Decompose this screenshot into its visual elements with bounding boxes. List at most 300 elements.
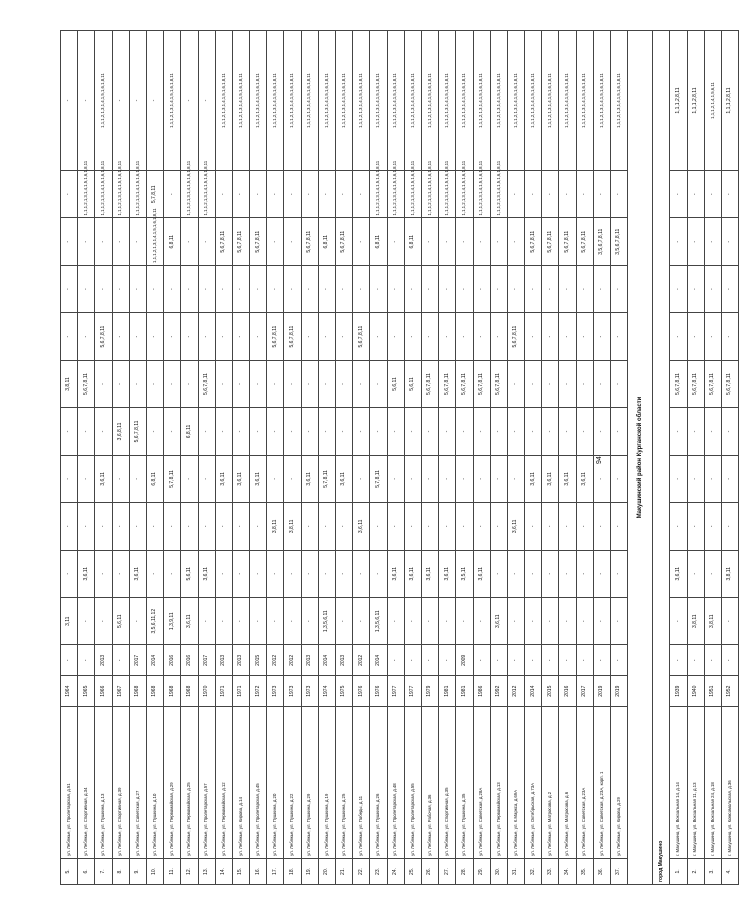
table-cell: - [215, 313, 232, 360]
table-cell: - [473, 455, 490, 502]
table-cell: 5,6,7,8,11 [704, 360, 721, 407]
table-cell: 3,5,6,7,8,11 [611, 218, 628, 265]
table-cell: 2016 [181, 645, 198, 676]
table-cell: - [704, 408, 721, 455]
row-number-cell: 13. [198, 858, 215, 884]
table-cell: - [232, 265, 249, 312]
table-row [95, 31, 112, 885]
table-row [232, 31, 249, 885]
row-number-cell: 8. [112, 858, 129, 884]
table-cell: 1,1,1,2,1,3,1,4,1,5,1,6,1,8,11 [198, 171, 215, 218]
table-cell: 5,6,11 [181, 550, 198, 597]
table-cell: - [404, 503, 421, 550]
table-cell: - [542, 171, 559, 218]
table-cell: 3,6,11 [301, 455, 318, 502]
table-cell: - [95, 360, 112, 407]
table-cell: 1,1,1,2,1,3,1,4,1,5,1,6,1,8,11 [473, 31, 490, 171]
table-cell: 1,1,1,2,1,3,1,4,1,5,1,6,1,8,11 [421, 171, 438, 218]
table-cell: - [198, 218, 215, 265]
table-cell: - [704, 265, 721, 312]
table-cell: 1,1,1,2,1,4,1,5,6,11 [704, 31, 721, 171]
table-cell: - [318, 360, 335, 407]
table-cell: 5,6,7,8,11 [439, 360, 456, 407]
table-cell: - [670, 313, 687, 360]
table-cell: - [61, 218, 78, 265]
table-cell: - [318, 265, 335, 312]
table-cell: 1,1,1,2,8,11 [687, 31, 704, 171]
table-cell: 3,11 [61, 598, 78, 645]
table-cell: - [232, 503, 249, 550]
table-cell: - [525, 408, 542, 455]
table-cell: 2017 [576, 676, 593, 707]
table-cell: - [112, 360, 129, 407]
table-cell: - [232, 360, 249, 407]
table-cell: - [61, 550, 78, 597]
table-cell: 1,1,1,2,1,3,1,4,1,5,1,6,1,8,11 [318, 31, 335, 171]
table-cell: - [61, 408, 78, 455]
table-cell: 6,8,11 [181, 408, 198, 455]
address-cell: ул. Лебяжье, ул. Пролетарская, д.51 [61, 707, 78, 859]
table-cell: 3,6,11 [336, 455, 353, 502]
row-number-cell: 27. [439, 858, 456, 884]
table-cell: 3,8,11 [704, 598, 721, 645]
table-cell: - [95, 218, 112, 265]
table-row [421, 31, 438, 885]
table-cell: - [439, 265, 456, 312]
table-cell: - [542, 503, 559, 550]
table-cell: - [78, 455, 95, 502]
address-cell: ул. Лебяжье, ул. Первомайская, д.13 [490, 707, 507, 859]
row-number-cell: 33. [542, 858, 559, 884]
table-cell: - [250, 503, 267, 550]
table-cell: 5,6,7,8,11 [198, 360, 215, 407]
address-cell: ул. Лебяжье, ул. Пушкина, д.19 [318, 707, 335, 859]
table-cell: 3,6,11 [439, 550, 456, 597]
table-cell: - [670, 645, 687, 676]
row-number-cell: 21. [336, 858, 353, 884]
table-cell: - [559, 313, 576, 360]
table-cell: - [593, 598, 610, 645]
table-cell: - [336, 503, 353, 550]
table-cell: 2017 [198, 645, 215, 676]
table-cell: - [181, 360, 198, 407]
row-number-cell: 15. [232, 858, 249, 884]
table-cell: 1977 [404, 676, 421, 707]
table-cell: - [439, 218, 456, 265]
table-cell: 1,1,1,2,1,3,1,4,1,5,1,6,1,8,11 [456, 31, 473, 171]
table-row [318, 31, 335, 885]
table-cell: 2015 [542, 676, 559, 707]
table-cell: - [387, 645, 404, 676]
table-row [370, 31, 387, 885]
table-cell: - [670, 503, 687, 550]
table-cell: - [721, 408, 738, 455]
table-row [267, 31, 284, 885]
table-cell: - [181, 265, 198, 312]
address-cell: ул. Лебяжье, ул. Советская, д.27 [129, 707, 146, 859]
table-cell: 5,6,7,8,11 [670, 360, 687, 407]
table-cell: - [318, 503, 335, 550]
table-cell: 1,1,1,2,1,3,1,4,1,5,1,6,1,8,11 [473, 171, 490, 218]
table-cell: 1,1,1,2,1,3,1,4,1,5,1,6,1,8,11 [611, 31, 628, 171]
table-cell: - [250, 265, 267, 312]
table-cell: - [353, 550, 370, 597]
row-number-cell: 5. [61, 858, 78, 884]
table-row [353, 31, 370, 885]
table-cell: - [490, 550, 507, 597]
table-cell: - [507, 408, 524, 455]
table-cell: - [387, 408, 404, 455]
table-cell: - [670, 265, 687, 312]
table-cell: - [146, 408, 163, 455]
table-cell: - [164, 313, 181, 360]
table-cell: - [353, 265, 370, 312]
table-cell: 2013 [215, 645, 232, 676]
row-number-cell: 37. [611, 858, 628, 884]
table-cell: - [721, 455, 738, 502]
table-cell: 1972 [250, 676, 267, 707]
table-cell: 1968 [146, 676, 163, 707]
table-cell: - [387, 503, 404, 550]
table-cell: 5,6,7,8,11 [456, 360, 473, 407]
table-cell: - [318, 171, 335, 218]
table-cell: 2013 [232, 645, 249, 676]
table-row [250, 31, 267, 885]
table-cell: - [611, 550, 628, 597]
table-cell: - [61, 503, 78, 550]
table-cell: 1981 [456, 676, 473, 707]
address-cell: ул. Лебяжье, ул. Советская, д.28А [473, 707, 490, 859]
table-cell: - [611, 645, 628, 676]
table-cell: 3,6,11 [404, 550, 421, 597]
table-cell: - [704, 645, 721, 676]
table-cell: 1,3,5,6,11 [318, 598, 335, 645]
address-cell: ул. Лебяжье, ул. Пушкина, д.35 [456, 707, 473, 859]
table-cell: - [593, 550, 610, 597]
table-cell: - [353, 455, 370, 502]
table-cell: - [525, 550, 542, 597]
table-cell: 5,6,7,8,11 [576, 218, 593, 265]
table-cell: - [215, 598, 232, 645]
table-cell: - [507, 218, 524, 265]
table-cell: - [559, 360, 576, 407]
table-cell: - [704, 503, 721, 550]
table-cell: - [721, 645, 738, 676]
table-cell: 5,7,8,11 [318, 455, 335, 502]
table-cell: - [198, 313, 215, 360]
row-number-cell: 24. [387, 858, 404, 884]
table-row [559, 31, 576, 885]
table-cell: 5,6,7,8,11 [284, 313, 301, 360]
table-cell: - [387, 598, 404, 645]
table-cell: - [611, 313, 628, 360]
table-cell: - [267, 550, 284, 597]
table-row [112, 31, 129, 885]
row-number-cell: 16. [250, 858, 267, 884]
table-cell: 1971 [215, 676, 232, 707]
table-cell: - [284, 218, 301, 265]
table-cell: - [593, 408, 610, 455]
table-cell: 2013 [95, 645, 112, 676]
table-body-bottom [670, 31, 739, 885]
table-cell: - [336, 598, 353, 645]
table-cell: 2013 [336, 645, 353, 676]
row-number-cell: 17. [267, 858, 284, 884]
table-cell: - [542, 408, 559, 455]
table-cell: - [129, 31, 146, 171]
table-cell: - [112, 645, 129, 676]
table-cell: 1,1,1,2,1,3,1,4,1,5,1,6,1,8,11 [95, 171, 112, 218]
table-cell: - [232, 313, 249, 360]
table-cell: - [525, 265, 542, 312]
table-cell: 5,6,7,8,11 [542, 218, 559, 265]
table-cell: - [387, 455, 404, 502]
table-cell: - [507, 598, 524, 645]
table-cell: - [284, 455, 301, 502]
table-cell: - [353, 360, 370, 407]
table-cell: 1965 [78, 676, 95, 707]
table-cell: 2009 [456, 645, 473, 676]
table-cell: 2014 [318, 645, 335, 676]
table-cell: 3,6,11 [525, 455, 542, 502]
table-cell: - [164, 503, 181, 550]
table-cell: - [404, 598, 421, 645]
table-cell: - [215, 360, 232, 407]
table-cell: - [439, 645, 456, 676]
row-number-cell: 31. [507, 858, 524, 884]
table-cell: - [318, 408, 335, 455]
table-cell: - [439, 598, 456, 645]
table-cell: 3,6,8,11 [112, 408, 129, 455]
table-cell: - [559, 550, 576, 597]
table-cell: 1940 [687, 676, 704, 707]
table-cell: - [456, 503, 473, 550]
table-cell: 1,1,1,2,1,3,1,4,1,5,1,6,1,8,11 [439, 171, 456, 218]
table-cell: - [593, 645, 610, 676]
table-cell: 1,1,1,2,1,3,1,4,1,5,1,6,1,8,11 [525, 31, 542, 171]
address-cell: ул. Лебяжье, ул. Кирова, д.29 [611, 707, 628, 859]
table-cell: - [146, 360, 163, 407]
table-cell: - [439, 313, 456, 360]
address-cell: г. Макушино, ул. Вокзальная 24, д.18 [704, 707, 721, 859]
table-cell: - [670, 408, 687, 455]
table-cell: - [336, 171, 353, 218]
table-cell: - [387, 313, 404, 360]
table-cell: - [439, 408, 456, 455]
table-cell: 5,7,8,11 [370, 455, 387, 502]
table-cell: 3,6,11 [181, 598, 198, 645]
table-cell: 5,6,7,8,11 [490, 360, 507, 407]
row-number-cell: 12. [181, 858, 198, 884]
table-cell: 1977 [387, 676, 404, 707]
table-cell: - [507, 455, 524, 502]
table-cell: - [490, 313, 507, 360]
table-cell: - [78, 598, 95, 645]
section-row [628, 31, 653, 885]
table-cell: - [721, 218, 738, 265]
table-cell: 1,3,9,11 [164, 598, 181, 645]
address-cell: ул. Лебяжье, ул. Спортивная, д.35 [439, 707, 456, 859]
table-row [721, 31, 738, 885]
table-cell: - [146, 550, 163, 597]
table-cell: 3,6,11 [473, 550, 490, 597]
table-cell: - [473, 408, 490, 455]
table-cell: 5,7,8,11 [146, 171, 163, 218]
table-cell: 1976 [370, 676, 387, 707]
table-cell: - [525, 360, 542, 407]
address-cell: ул. Лебяжье, ул. Пушкина, д.22 [284, 707, 301, 859]
row-number-cell: 3. [704, 858, 721, 884]
table-row [525, 31, 542, 885]
table-cell: - [525, 598, 542, 645]
address-cell: ул. Лебяжье, ул. Октябрьская, д.73А [525, 707, 542, 859]
table-cell: 3,6,11 [507, 503, 524, 550]
table-cell: - [421, 503, 438, 550]
table-cell: 1,1,1,2,1,3,1,4,1,5,1,6,1,8,11 [542, 31, 559, 171]
table-cell: - [267, 265, 284, 312]
address-cell: ул. Лебяжье, ул. Пролетарская, д.48 [387, 707, 404, 859]
address-cell: ул. Лебяжье, ул. Первомайская, д.12 [215, 707, 232, 859]
table-cell: - [95, 265, 112, 312]
table-cell: - [61, 265, 78, 312]
housing-table [60, 30, 739, 885]
table-cell: 1952 [721, 676, 738, 707]
table-cell: 1,1,1,2,1,3,1,4,1,5,1,6,1,8,11 [336, 31, 353, 171]
table-cell: - [404, 265, 421, 312]
table-cell: - [559, 645, 576, 676]
table-cell: - [181, 455, 198, 502]
table-cell: 1979 [421, 676, 438, 707]
table-cell: 3,6,11 [559, 455, 576, 502]
table-cell: - [704, 550, 721, 597]
table-cell: - [112, 503, 129, 550]
table-cell: - [576, 598, 593, 645]
table-cell: 2019 [593, 676, 610, 707]
table-cell: - [473, 265, 490, 312]
table-cell: - [456, 218, 473, 265]
table-cell: - [704, 218, 721, 265]
table-cell: - [284, 171, 301, 218]
table-cell: - [404, 455, 421, 502]
table-cell: - [129, 503, 146, 550]
table-cell: - [439, 503, 456, 550]
table-cell: - [198, 503, 215, 550]
row-number-cell: 2. [687, 858, 704, 884]
table-cell: 1973 [301, 676, 318, 707]
table-cell: 6,8,11 [404, 218, 421, 265]
table-cell: - [284, 598, 301, 645]
table-cell: 2015 [250, 645, 267, 676]
table-cell: 1968 [129, 676, 146, 707]
table-cell: - [456, 455, 473, 502]
row-number-cell: 10. [146, 858, 163, 884]
table-cell: 1,1,1,2,1,3,1,4,1,5,1,6,1,8,11 [490, 171, 507, 218]
address-cell: ул. Лебяжье, ул. Пушкина, д.20 [267, 707, 284, 859]
table-cell: - [353, 408, 370, 455]
section-title: Макушинский район Курганской области [628, 31, 653, 885]
table-cell: - [507, 265, 524, 312]
table-cell: - [301, 598, 318, 645]
table-row [181, 31, 198, 885]
row-number-cell: 36. [593, 858, 610, 884]
table-row [490, 31, 507, 885]
table-cell: 1964 [61, 676, 78, 707]
table-cell: 1992 [490, 676, 507, 707]
table-cell: 1,1,1,2,1,3,1,4,1,5,1,6,1,8,11 [146, 218, 163, 265]
address-cell: ул. Лебяжье, ул. Рабочая, д.36 [421, 707, 438, 859]
table-cell: 5,6,11 [387, 360, 404, 407]
table-cell: - [284, 265, 301, 312]
row-number-cell: 28. [456, 858, 473, 884]
table-cell: - [542, 313, 559, 360]
table-cell: - [404, 645, 421, 676]
table-cell: 2017 [129, 645, 146, 676]
table-cell: - [301, 503, 318, 550]
table-cell: 1,1,1,2,1,3,1,4,1,5,1,6,1,8,11 [164, 31, 181, 171]
table-cell: - [704, 171, 721, 218]
table-cell: - [318, 550, 335, 597]
table-cell: - [198, 408, 215, 455]
table-cell: - [721, 171, 738, 218]
row-number-cell: 22. [353, 858, 370, 884]
row-number-cell: 6. [78, 858, 95, 884]
table-cell: 1,1,1,2,1,3,1,4,1,5,1,6,1,8,11 [370, 171, 387, 218]
table-row [576, 31, 593, 885]
table-cell: 6,8,11 [318, 218, 335, 265]
table-cell: - [267, 455, 284, 502]
table-cell: - [687, 645, 704, 676]
table-cell: 2012 [353, 645, 370, 676]
address-cell: ул. Лебяжье, ул. Пролетарская, д.57 [198, 707, 215, 859]
table-cell: - [559, 598, 576, 645]
table-cell: - [542, 360, 559, 407]
table-cell: - [421, 598, 438, 645]
table-cell: - [78, 218, 95, 265]
table-cell: - [181, 218, 198, 265]
table-cell: - [164, 265, 181, 312]
table-cell: 1981 [439, 676, 456, 707]
table-row [387, 31, 404, 885]
table-cell: 3,8,11 [284, 503, 301, 550]
table-cell: 1,1,1,2,1,3,1,4,1,5,1,6,1,8,11 [95, 31, 112, 171]
table-cell: - [181, 31, 198, 171]
table-cell: 5,6,7,8,11 [232, 218, 249, 265]
table-cell: 5,6,7,8,11 [301, 218, 318, 265]
table-cell: 3,6,11 [490, 598, 507, 645]
table-cell: - [129, 598, 146, 645]
table-cell: - [95, 550, 112, 597]
table-cell: 3,6,11 [129, 550, 146, 597]
table-cell: 5,6,7,8,11 [525, 218, 542, 265]
table-cell: - [301, 313, 318, 360]
table-cell: - [542, 265, 559, 312]
table-row [215, 31, 232, 885]
row-number-cell: 11. [164, 858, 181, 884]
table-cell: - [611, 408, 628, 455]
table-cell: 3,8,11 [721, 550, 738, 597]
table-cell: 1973 [284, 676, 301, 707]
table-cell: - [232, 408, 249, 455]
table-row [593, 31, 610, 885]
table-cell: - [129, 313, 146, 360]
table-cell: 5,6,7,8,11 [721, 360, 738, 407]
table-cell: 1967 [112, 676, 129, 707]
row-number-cell: 7. [95, 858, 112, 884]
table-cell: - [181, 503, 198, 550]
table-cell: - [370, 503, 387, 550]
table-cell: 1,1,1,2,1,3,1,4,1,5,1,6,1,8,11 [593, 31, 610, 171]
table-cell: - [576, 408, 593, 455]
